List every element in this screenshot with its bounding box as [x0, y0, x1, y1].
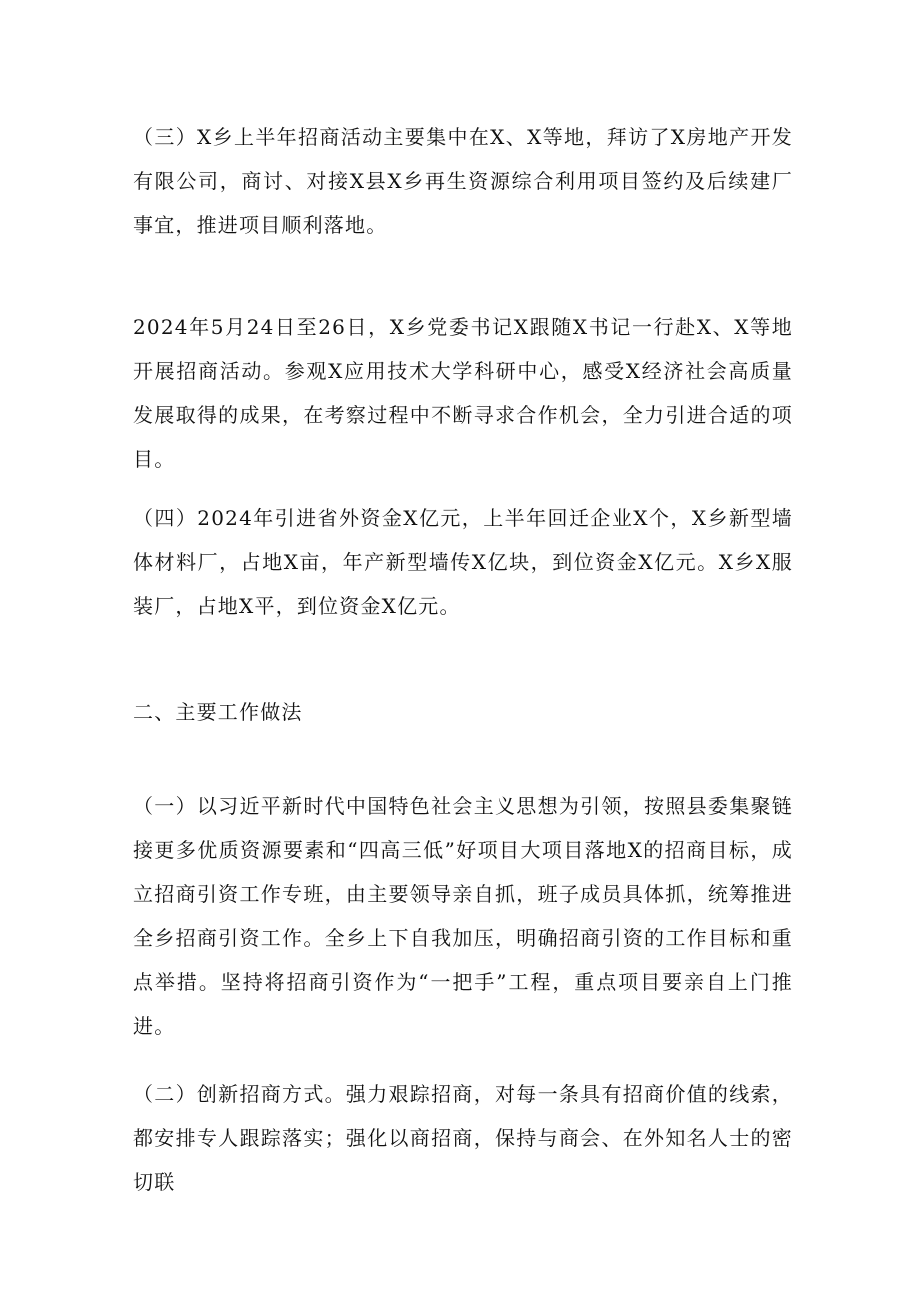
- paragraph-guiding-thought: （一）以习近平新时代中国特色社会主义思想为引领，按照县委集聚链接更多优质资源要素和“四高三低”好项目大项目落地X的招商目标，成立招商引资工作专班，由主要领导亲自抓，班子成员具体抓，统筹推进全乡招商引资工作。全乡上下自我加压，明确招商引资的工作目标和重点举措。坚持将招商引资作为“一把手”工程，重点项目要亲自上门推进。: [133, 794, 793, 1038]
- paragraph-capital-introduced: （四）2024年引进省外资金X亿元，上半年回迁企业X个，X乡新型墙体材料厂，占地X亩，年产新型墙传X亿块，到位资金X亿元。X乡X服装厂，占地X平，到位资金X亿元。: [133, 506, 793, 618]
- paragraph-may-trip: 2024年5月24日至26日，X乡党委书记X跟随X书记一行赴X、X等地开展招商活动。参观X应用技术大学科研中心，感受X经济社会高质量发展取得的成果，在考察过程中不断寻求合作机会，全力引进合适的项目。: [133, 315, 793, 471]
- paragraph-investment-activities: （三）X乡上半年招商活动主要集中在X、X等地，拜访了X房地产开发有限公司，商讨、对接X县X乡再生资源综合利用项目签约及后续建厂事宜，推进项目顺利落地。: [133, 125, 793, 237]
- paragraph-innovative-methods: （二）创新招商方式。强力艰踪招商，对每一条具有招商价值的线索，都安排专人跟踪落实；强化以商招商，保持与商会、在外知名人士的密切联: [133, 1082, 793, 1194]
- section-heading-main-practices: 二、主要工作做法: [133, 700, 303, 724]
